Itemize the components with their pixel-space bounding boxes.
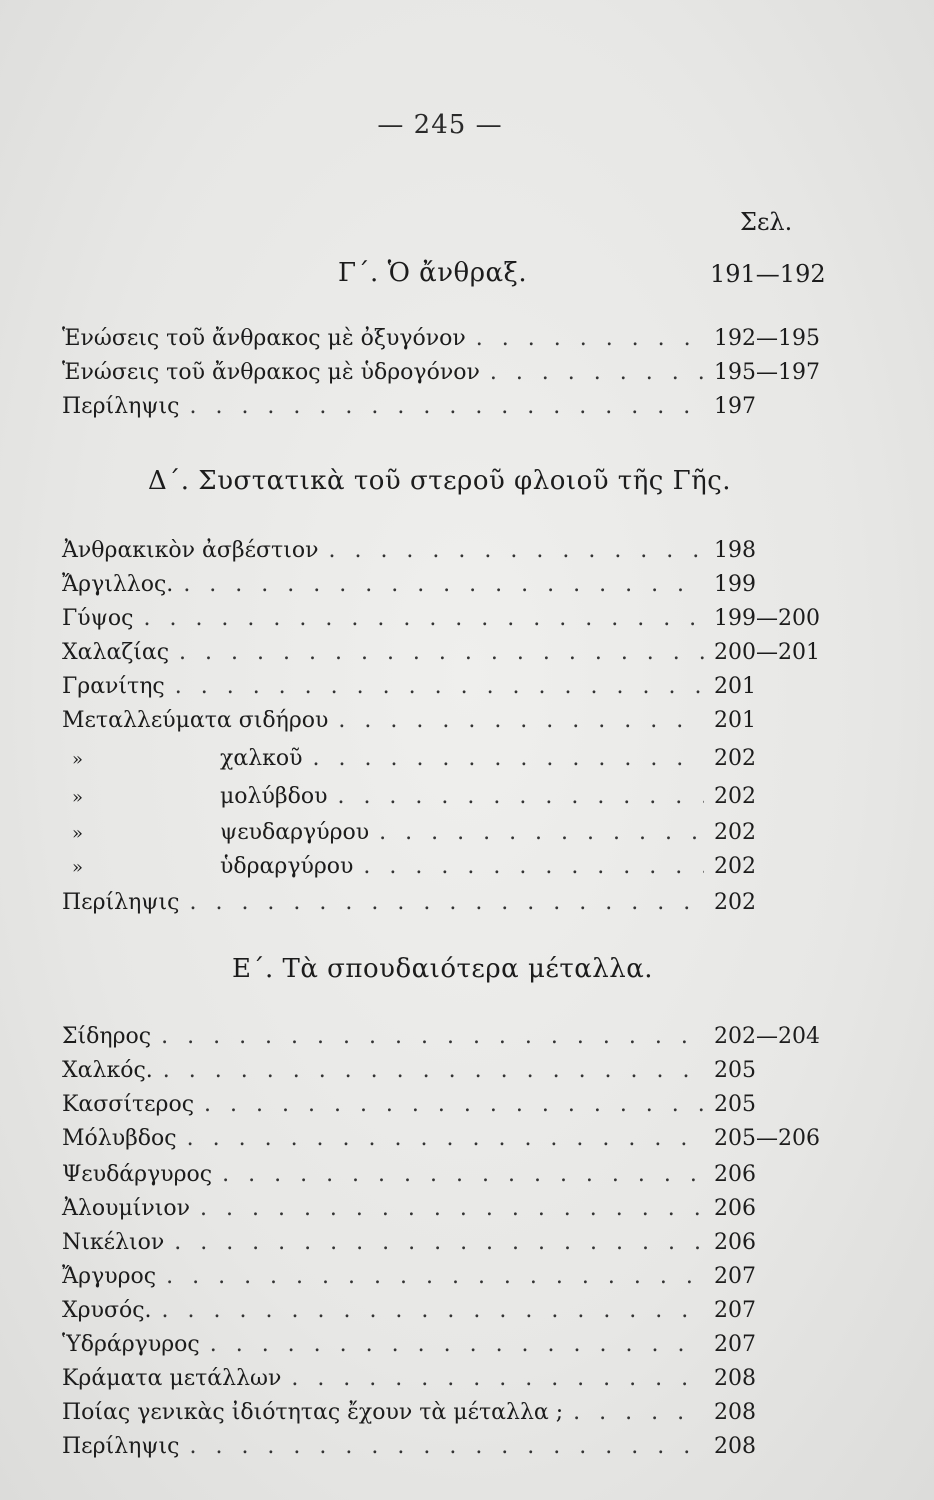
entry-label: Ἑνώσεις τοῦ ἄνθρακος μὲ ὀξυγόνον	[62, 326, 466, 351]
entry-page: 205	[714, 1058, 756, 1083]
toc-entry	[62, 854, 832, 888]
entry-label: Ἀλουμίνιον	[62, 1196, 190, 1221]
entry-label: Ἄργυρος	[62, 1264, 157, 1289]
toc-entry	[62, 708, 832, 742]
dot-leader	[161, 1024, 704, 1049]
ditto-mark: »	[72, 787, 84, 808]
entry-label: Μεταλλεύματα σιδήρου	[62, 708, 329, 733]
entry-label: Περίληψις	[62, 394, 180, 419]
entry-label: Περίληψις	[62, 1434, 180, 1459]
entry-label: μολύβδου	[220, 784, 328, 809]
dot-leader	[189, 394, 704, 419]
dot-leader	[291, 1366, 704, 1391]
entry-page: 202	[714, 820, 756, 845]
dot-leader	[189, 890, 704, 915]
entry-page: 201	[714, 674, 756, 699]
entry-label: Γρανίτης	[62, 674, 165, 699]
toc-entry	[62, 1024, 832, 1058]
dot-leader	[174, 1230, 704, 1255]
entry-page: 207	[714, 1332, 756, 1357]
entry-page: 205—206	[714, 1126, 820, 1151]
ditto-mark: »	[72, 749, 84, 770]
toc-entry	[62, 674, 832, 708]
entry-page: 205	[714, 1092, 756, 1117]
toc-entry	[62, 1434, 832, 1468]
dot-leader	[210, 1332, 704, 1357]
section-title-epsilon: Ε΄. Τὰ σπουδαιότερα μέταλλα.	[232, 954, 654, 984]
dot-leader	[187, 1126, 704, 1151]
entry-label: Ἑνώσεις τοῦ ἄνθρακος μὲ ὑδρογόνον	[62, 360, 480, 385]
entry-page: 195—197	[714, 360, 820, 385]
ditto-mark: »	[72, 823, 84, 844]
dot-leader	[379, 820, 704, 845]
entry-page: 208	[714, 1434, 756, 1459]
toc-entry	[62, 1366, 832, 1400]
entry-label: Σίδηρος	[62, 1024, 152, 1049]
toc-entry	[62, 1162, 832, 1196]
entry-page: 207	[714, 1298, 756, 1323]
toc-entry	[62, 1230, 832, 1264]
toc-entry	[62, 820, 832, 854]
entry-label: Ποίας γενικὰς ἰδιότητας ἔχουν τὰ μέταλλα ;	[62, 1400, 564, 1425]
toc-entry	[62, 1264, 832, 1298]
entry-page: 192—195	[714, 326, 820, 351]
toc-entry	[62, 784, 832, 818]
entry-page: 199	[714, 572, 756, 597]
entry-page: 207	[714, 1264, 756, 1289]
toc-entry	[62, 1126, 832, 1160]
entry-page: 206	[714, 1196, 756, 1221]
dot-leader	[328, 538, 704, 563]
entry-page: 208	[714, 1366, 756, 1391]
dot-leader	[338, 708, 704, 733]
entry-page: 202	[714, 890, 756, 915]
entry-page: 202	[714, 854, 756, 879]
toc-entry	[62, 1400, 832, 1434]
toc-entry	[62, 326, 832, 360]
toc-entry	[62, 1298, 832, 1332]
entry-label: Ψευδάργυρος	[62, 1162, 213, 1187]
dot-leader	[204, 1092, 704, 1117]
toc-entry	[62, 1196, 832, 1230]
toc-entry	[62, 1332, 832, 1366]
dot-leader	[222, 1162, 704, 1187]
toc-entry	[62, 1092, 832, 1126]
dot-leader	[363, 854, 704, 879]
section-title-gamma: Γ΄. Ὁ ἄνθραξ.	[338, 258, 528, 288]
entry-label: Χαλκός.	[62, 1058, 153, 1083]
toc-entry	[62, 640, 832, 674]
toc-entry	[62, 606, 832, 640]
entry-page: 200—201	[714, 640, 820, 665]
toc-entry	[62, 1058, 832, 1092]
entry-page: 197	[714, 394, 756, 419]
entry-label: Γύψος	[62, 606, 134, 631]
dot-leader	[200, 1196, 704, 1221]
dot-leader	[143, 606, 704, 631]
dot-leader	[163, 1058, 704, 1083]
toc-entry	[62, 360, 832, 394]
entry-label: χαλκοῦ	[220, 746, 303, 771]
dot-leader	[166, 1264, 704, 1289]
pages-column-label: Σελ.	[740, 208, 793, 236]
dot-leader	[573, 1400, 704, 1425]
dot-leader	[175, 674, 704, 699]
entry-label: Χαλαζίας	[62, 640, 170, 665]
entry-page: 198	[714, 538, 756, 563]
entry-label: Μόλυβδος	[62, 1126, 177, 1151]
toc-entry	[62, 394, 832, 428]
dot-leader	[490, 360, 704, 385]
entry-page: 208	[714, 1400, 756, 1425]
section-range-gamma: 191—192	[710, 260, 826, 288]
entry-label: Ἀνθρακικὸν ἀσβέστιον	[62, 538, 319, 563]
section-title-delta: Δ΄. Συστατικὰ τοῦ στεροῦ φλοιοῦ τῆς Γῆς.	[148, 466, 732, 496]
ditto-mark: »	[72, 857, 84, 878]
toc-entry	[62, 538, 832, 572]
entry-label: Χρυσός.	[62, 1298, 152, 1323]
entry-page: 201	[714, 708, 756, 733]
entry-page: 206	[714, 1230, 756, 1255]
entry-label: ὑδραργύρου	[220, 854, 354, 879]
dot-leader	[476, 326, 704, 351]
dot-leader	[337, 784, 704, 809]
toc-entry	[62, 746, 832, 780]
entry-page: 202	[714, 784, 756, 809]
entry-page: 202	[714, 746, 756, 771]
toc-entry	[62, 890, 832, 924]
entry-label: Περίληψις	[62, 890, 180, 915]
entry-label: Κράματα μετάλλων	[62, 1366, 282, 1391]
dot-leader	[183, 572, 704, 597]
entry-label: Κασσίτερος	[62, 1092, 195, 1117]
toc-entry	[62, 572, 832, 606]
dot-leader	[179, 640, 704, 665]
entry-label: ψευδαργύρου	[220, 820, 370, 845]
entry-label: Ἄργιλλος.	[62, 572, 174, 597]
entry-page: 202—204	[714, 1024, 820, 1049]
entry-page: 206	[714, 1162, 756, 1187]
dot-leader	[162, 1298, 704, 1323]
entry-page: 199—200	[714, 606, 820, 631]
dot-leader	[189, 1434, 704, 1459]
entry-label: Νικέλιον	[62, 1230, 165, 1255]
dot-leader	[313, 746, 705, 771]
entry-label: Ὑδράργυρος	[62, 1332, 200, 1357]
page-number: — 245 —	[377, 110, 503, 140]
